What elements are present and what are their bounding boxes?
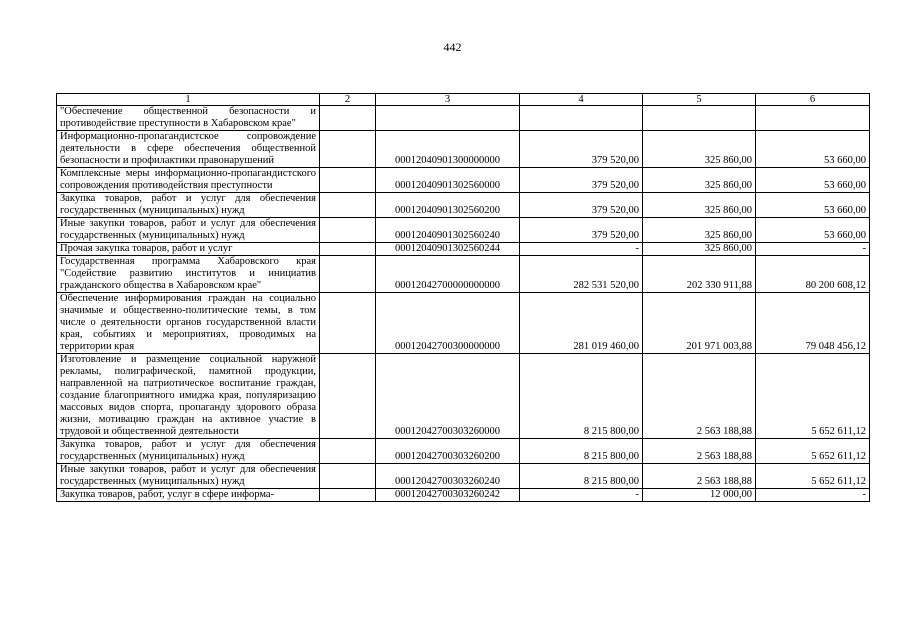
table-row <box>57 168 870 193</box>
row-name: Комплексные меры информационно-пропагандистского сопровождения противодействия преступности <box>57 168 320 193</box>
row-value-col4 <box>520 106 643 131</box>
table-row <box>57 243 870 256</box>
row-name: "Обеспечение общественной безопасности и противодействие преступности в Хабаровском крае" <box>57 106 320 131</box>
row-value-col5: 325 860,00 <box>643 243 756 256</box>
row-value-col5: 325 860,00 <box>643 193 756 218</box>
row-column-2 <box>320 168 376 193</box>
row-column-2 <box>320 293 376 354</box>
column-header: 4 <box>520 94 643 106</box>
row-column-2 <box>320 131 376 168</box>
row-column-2 <box>320 489 376 502</box>
row-value-col5: 325 860,00 <box>643 218 756 243</box>
row-code: 00012042700000000000 <box>376 256 520 293</box>
row-value-col5 <box>643 106 756 131</box>
row-value-col5: 12 000,00 <box>643 489 756 502</box>
row-value-col6: 5 652 611,12 <box>756 354 870 439</box>
table-row <box>57 131 870 168</box>
column-header: 5 <box>643 94 756 106</box>
row-code: 00012042700303260240 <box>376 464 520 489</box>
row-column-2 <box>320 193 376 218</box>
table-row <box>57 106 870 131</box>
row-value-col4: - <box>520 489 643 502</box>
table-row <box>57 256 870 293</box>
row-value-col5: 2 563 188,88 <box>643 464 756 489</box>
row-name: Закупка товаров, работ, услуг в сфере информа- <box>57 489 320 502</box>
row-code: 00012042700303260200 <box>376 439 520 464</box>
row-name: Иные закупки товаров, работ и услуг для обеспечения государственных (муниципальных) нужд <box>57 464 320 489</box>
table-header-row <box>57 94 870 106</box>
row-code: 00012040901302560240 <box>376 218 520 243</box>
column-header: 3 <box>376 94 520 106</box>
row-value-col5: 2 563 188,88 <box>643 439 756 464</box>
row-value-col4: - <box>520 243 643 256</box>
row-value-col4: 379 520,00 <box>520 168 643 193</box>
table-row <box>57 464 870 489</box>
page-number: 442 <box>443 40 462 54</box>
row-value-col6: 79 048 456,12 <box>756 293 870 354</box>
column-header: 2 <box>320 94 376 106</box>
row-value-col4: 282 531 520,00 <box>520 256 643 293</box>
row-value-col5: 325 860,00 <box>643 131 756 168</box>
row-value-col6: 5 652 611,12 <box>756 464 870 489</box>
row-value-col5: 325 860,00 <box>643 168 756 193</box>
row-code: 00012040901302560200 <box>376 193 520 218</box>
row-value-col6: 53 660,00 <box>756 193 870 218</box>
row-value-col4: 379 520,00 <box>520 131 643 168</box>
row-value-col6: 53 660,00 <box>756 168 870 193</box>
row-value-col6: - <box>756 243 870 256</box>
row-code: 00012042700303260242 <box>376 489 520 502</box>
row-code: 00012042700303260000 <box>376 354 520 439</box>
row-value-col4: 8 215 800,00 <box>520 439 643 464</box>
row-value-col6: 53 660,00 <box>756 218 870 243</box>
row-code: 00012040901302560244 <box>376 243 520 256</box>
row-value-col5: 202 330 911,88 <box>643 256 756 293</box>
row-name: Государственная программа Хабаровского края "Содействие развитию институтов и инициатив гражданского общества в Хабаровском крае" <box>57 256 320 293</box>
row-column-2 <box>320 106 376 131</box>
row-column-2 <box>320 439 376 464</box>
row-name: Обеспечение информирования граждан на социально значимые и общественно-политические темы, в том числе о деятельности органов государственной власти края, событиях и мероприятиях, проводимых на территории края <box>57 293 320 354</box>
row-value-col4: 379 520,00 <box>520 218 643 243</box>
row-column-2 <box>320 464 376 489</box>
row-value-col5: 2 563 188,88 <box>643 354 756 439</box>
row-value-col4: 281 019 460,00 <box>520 293 643 354</box>
table-row <box>57 218 870 243</box>
row-name: Закупка товаров, работ и услуг для обеспечения государственных (муниципальных) нужд <box>57 439 320 464</box>
row-column-2 <box>320 218 376 243</box>
row-value-col6: 53 660,00 <box>756 131 870 168</box>
row-column-2 <box>320 354 376 439</box>
table-row <box>57 354 870 439</box>
row-column-2 <box>320 243 376 256</box>
row-value-col6 <box>756 106 870 131</box>
row-value-col6: 5 652 611,12 <box>756 439 870 464</box>
row-name: Информационно-пропагандистское сопровождение деятельности в сфере обеспечения общественной безопасности и профилактики правонарушений <box>57 131 320 168</box>
row-value-col4: 8 215 800,00 <box>520 354 643 439</box>
row-code: 00012042700300000000 <box>376 293 520 354</box>
row-name: Иные закупки товаров, работ и услуг для обеспечения государственных (муниципальных) нужд <box>57 218 320 243</box>
table-row <box>57 489 870 502</box>
row-code: 00012040901302560000 <box>376 168 520 193</box>
row-value-col6: 80 200 608,12 <box>756 256 870 293</box>
table-row <box>57 439 870 464</box>
row-value-col6: - <box>756 489 870 502</box>
row-value-col4: 8 215 800,00 <box>520 464 643 489</box>
row-name: Прочая закупка товаров, работ и услуг <box>57 243 320 256</box>
table-row <box>57 193 870 218</box>
table-row <box>57 293 870 354</box>
row-code: 00012040901300000000 <box>376 131 520 168</box>
column-header: 6 <box>756 94 870 106</box>
row-value-col4: 379 520,00 <box>520 193 643 218</box>
row-value-col5: 201 971 003,88 <box>643 293 756 354</box>
row-column-2 <box>320 256 376 293</box>
row-name: Изготовление и размещение социальной наружной рекламы, полиграфической, памятной продукции, направленной на патриотическое воспитание граждан, создание благоприятного имиджа края, популяризацию массовых видов спорта, пропаганду здорового образа жизни, мотивацию граждан на активное участие в трудовой и общественной деятельности <box>57 354 320 439</box>
row-code <box>376 106 520 131</box>
row-name: Закупка товаров, работ и услуг для обеспечения государственных (муниципальных) нужд <box>57 193 320 218</box>
column-header: 1 <box>57 94 320 106</box>
budget-table <box>56 93 870 502</box>
